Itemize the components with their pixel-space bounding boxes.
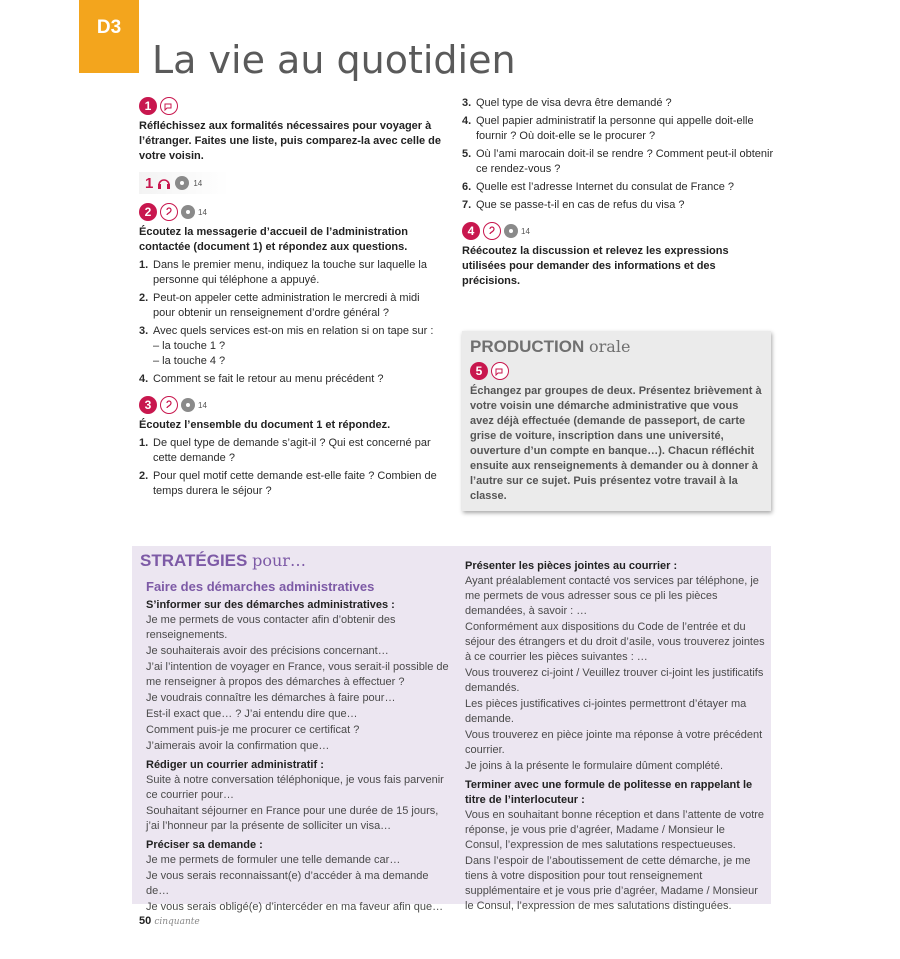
phrase: Vous en souhaitant bonne réception et dans l’attente de votre réponse, je vous prie d’agréer, Madame / Monsieur le Consul, l’expression de mes salutations respectueuses. (465, 809, 765, 851)
question-item: 6. Quelle est l’adresse Internet du consulat de France ? (462, 181, 735, 193)
cd-icon (175, 176, 189, 190)
exercise-1-header (139, 96, 444, 116)
track-number: 14 (198, 207, 207, 217)
phrase: Je vous serais reconnaissant(e) d’accéder à ma demande de… (146, 870, 429, 897)
strategies-box (132, 546, 771, 913)
question-item: 3. Avec quels services est-on mis en relation si on tape sur : (139, 325, 434, 337)
phrase: Souhaitant séjourner en France pour une durée de 15 jours, j’ai l’honneur par la présente de solliciter un visa… (146, 805, 439, 832)
question-item: 2. Pour quel motif cette demande est-elle faite ? Combien de temps durera le séjour ? (139, 470, 437, 497)
headphones-icon (157, 176, 171, 190)
unit-tab: D3 (79, 0, 139, 73)
phrase: Je souhaiterais avoir des précisions concernant… (146, 645, 389, 657)
section-heading: Rédiger un courrier administratif : (146, 759, 324, 771)
phrase: Je vous serais obligé(e) d’intercéder en ma faveur afin que… (146, 901, 444, 913)
exercise-2-instruction: Écoutez la messagerie d’accueil de l’administration contactée (document 1) et répondez aux questions. (139, 226, 408, 253)
section-heading: Terminer avec une formule de politesse en rappelant le titre de l’interlocuteur : (465, 779, 753, 806)
ear-icon (160, 396, 178, 414)
discussion-icon (491, 362, 509, 380)
exercise-1-instruction: Réfléchissez aux formalités nécessaires pour voyager à l’étranger. Faites une liste, puis comparez-la avec celle de votre voisin. (139, 120, 442, 162)
phrase: Je joins à la présente le formulaire dûment complété. (465, 760, 724, 772)
phrase: Je me permets de formuler une telle demande car… (146, 854, 401, 866)
question-item: 3. Quel type de visa devra être demandé ? (462, 97, 672, 109)
sub-item: – la touche 1 ? (153, 340, 226, 352)
cd-icon (181, 205, 195, 219)
exercise-4-header (462, 221, 774, 241)
sub-item: – la touche 4 ? (153, 355, 226, 367)
page-footer (139, 914, 200, 930)
phrase: Est-il exact que… ? J’ai entendu dire que… (146, 708, 358, 720)
phrase: Suite à notre conversation téléphonique, je vous fais parvenir ce courrier pour… (146, 774, 444, 801)
strategies-title: STRATÉGIES pour… (140, 551, 306, 570)
exercise-number: 2 (139, 203, 157, 221)
ear-icon (483, 222, 501, 240)
phrase: Conformément aux dispositions du Code de l’entrée et du séjour des étrangers et du droit d’asile, vous trouverez jointes à ce courrier les pièces suivantes : … (465, 621, 765, 663)
exercise-number: 3 (139, 396, 157, 414)
left-column (139, 96, 444, 502)
phrase: Vous trouverez ci-joint / Veuillez trouver ci-joint les justificatifs demandés. (465, 667, 764, 694)
section-heading: Préciser sa demande : (146, 839, 263, 851)
ear-icon (160, 203, 178, 221)
strategies-subtitle: Faire des démarches administratives (146, 579, 375, 594)
strategies-left-column (146, 598, 451, 916)
phrase: J’aimerais avoir la confirmation que… (146, 740, 330, 752)
phrase: Je voudrais connaître les démarches à faire pour… (146, 692, 396, 704)
question-item: 4. Comment se fait le retour au menu précédent ? (139, 373, 384, 385)
exercise-number: 1 (139, 97, 157, 115)
question-item: 7. Que se passe-t-il en cas de refus du visa ? (462, 199, 685, 211)
question-item: 4. Quel papier administratif la personne qui appelle doit-elle fournir ? Où doit-elle se le procurer ? (462, 115, 754, 142)
exercise-number: 5 (470, 362, 488, 380)
production-orale-box (462, 331, 771, 511)
phrase: J’ai l’intention de voyager en France, vous serait-il possible de me renseigner à propos des démarches à effectuer ? (146, 661, 449, 688)
exercise-5-header (470, 361, 763, 381)
section-heading: Présenter les pièces jointes au courrier : (465, 560, 678, 572)
question-item: 1. Dans le premier menu, indiquez la touche sur laquelle la personne qui téléphone a appuyé. (139, 259, 427, 286)
exercise-4-instruction: Réécoutez la discussion et relevez les expressions utilisées pour demander des informations et des précisions. (462, 245, 729, 287)
phrase: Comment puis-je me procurer ce certificat ? (146, 724, 360, 736)
track-number: 14 (193, 178, 203, 188)
page-title: La vie au quotidien (152, 38, 516, 82)
production-instruction: Échangez par groupes de deux. Présentez brièvement à votre voisin une démarche administrative que vous avez déjà effectuée (demande de passeport, de carte grise de voiture, inscription dans une université, ouverture d’un compte en banque…). Chacun réfléchit ensuite aux renseignements à demander ou à donner à l’autre sur ce sujet. Puis présentez votre travail à la classe. (470, 385, 762, 502)
exercise-3-header (139, 395, 444, 415)
phrase: Ayant préalablement contacté vos services par téléphone, je me permets de vous adresser sous ce pli les pièces demandées, à savoir : … (465, 575, 759, 617)
audio-track-chip[interactable] (139, 172, 229, 194)
question-item: 2. Peut-on appeler cette administration le mercredi à midi pour obtenir un renseignement d’ordre général ? (139, 292, 420, 319)
exercise-3-instruction: Écoutez l’ensemble du document 1 et répondez. (139, 419, 391, 431)
audio-number: 1 (145, 174, 154, 192)
exercise-number: 4 (462, 222, 480, 240)
question-item: 1. De quel type de demande s’agit-il ? Qui est concerné par cette demande ? (139, 437, 431, 464)
page-number: 50 (139, 915, 152, 927)
discussion-icon (160, 97, 178, 115)
phrase: Dans l’espoir de l’aboutissement de cette démarche, je me tiens à votre disposition pour tout renseignement supplémentaire et je vous prie d’agréer, Madame / Monsieur le Consul, l’expression de mes salutations distinguées. (465, 855, 758, 912)
cd-icon (181, 398, 195, 412)
track-number: 14 (198, 400, 207, 410)
track-number: 14 (521, 226, 530, 236)
exercise-2-header (139, 202, 444, 222)
section-heading: S’informer sur des démarches administratives : (146, 599, 395, 611)
question-item: 5. Où l’ami marocain doit-il se rendre ? Comment peut-il obtenir ce rendez-vous ? (462, 148, 774, 175)
right-column (462, 96, 774, 289)
phrase: Je me permets de vous contacter afin d’obtenir des renseignements. (146, 614, 396, 641)
cd-icon (504, 224, 518, 238)
page-number-word: cinquante (154, 917, 200, 927)
phrase: Les pièces justificatives ci-jointes permettront d’étayer ma demande. (465, 698, 747, 725)
production-title: PRODUCTION orale (470, 337, 631, 356)
phrase: Vous trouverez en pièce jointe ma réponse à votre précédent courrier. (465, 729, 763, 756)
strategies-right-column (465, 559, 765, 915)
